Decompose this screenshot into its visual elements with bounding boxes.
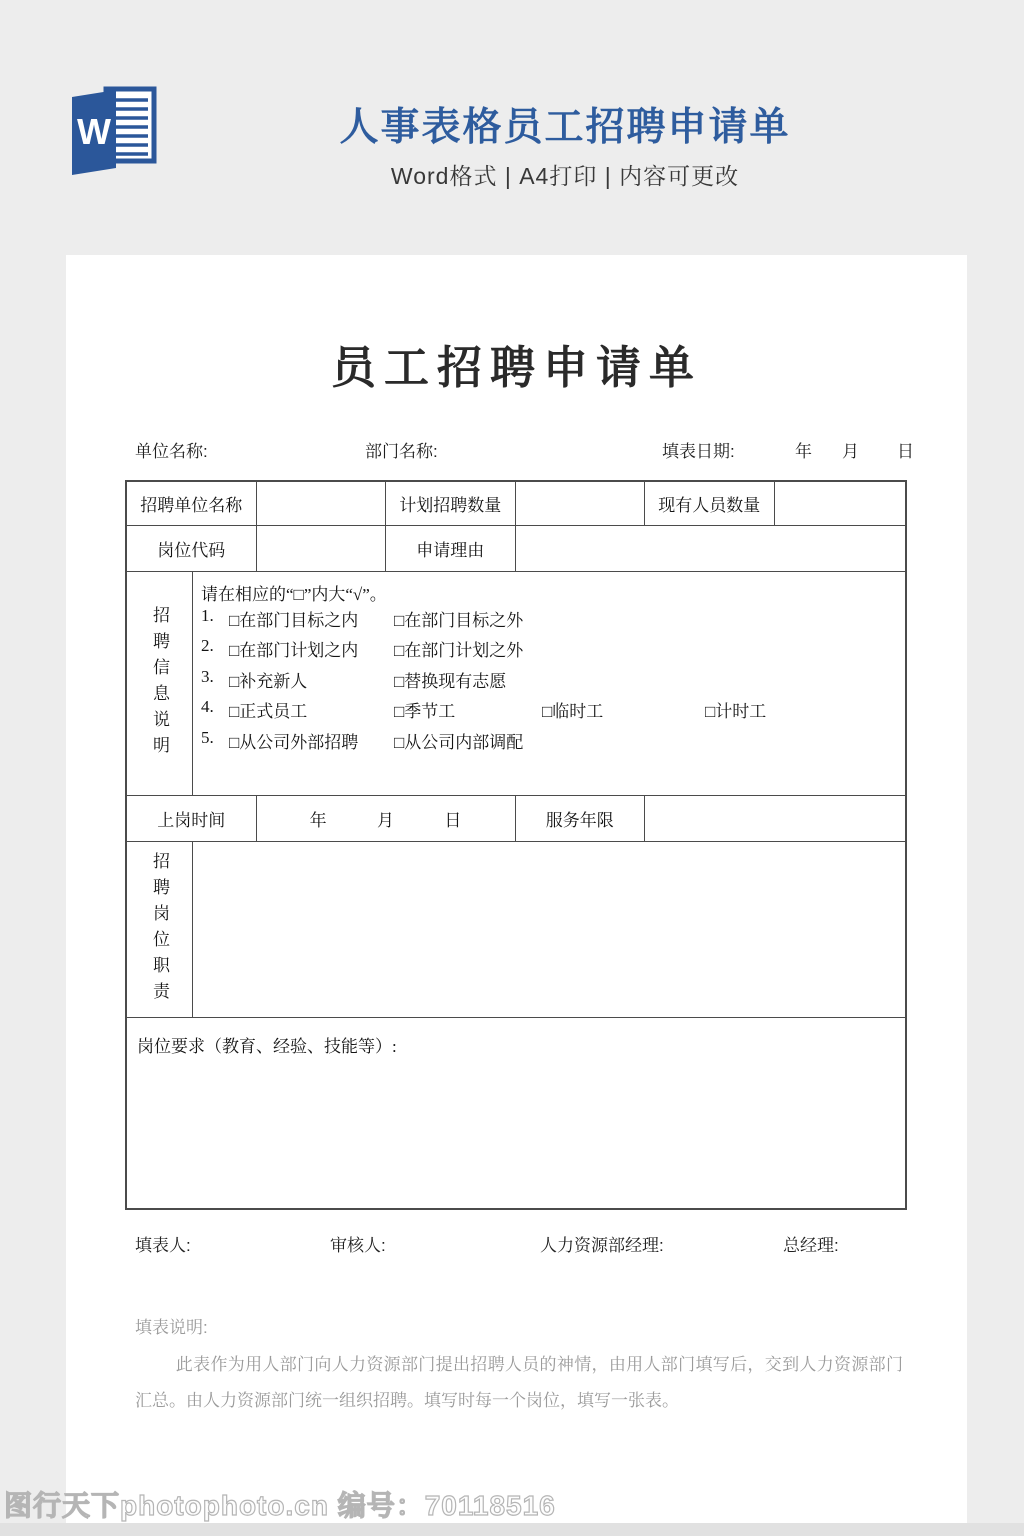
checkbox-option: □在部门计划之外 [394,641,524,660]
duty-side-label: 招聘岗位职责 [150,851,169,1008]
post-code-value-cell [257,526,387,571]
template-title: 人事表格员工招聘申请单 [339,106,791,149]
plan-count-label-cell: 计划招聘数量 [386,482,516,525]
recruit-info-content-cell [193,572,905,795]
current-count-label-cell: 现有人员数量 [645,482,775,525]
recruit-unit-value-cell [257,482,387,525]
onboard-date-cell [257,796,516,841]
filler-label: 填表人: [135,1236,191,1255]
word-icon-letter: W [77,111,111,152]
hr-manager-label: 人力资源部经理: [540,1236,664,1255]
checkbox-option: □补充新人 [229,672,308,691]
item-number: 1. [201,606,214,625]
onboard-year-label: 年 [309,811,327,830]
checkbox-option: □从公司外部招聘 [229,733,359,752]
checkbox-option: □在部门目标之外 [394,611,524,630]
application-table [125,480,907,1210]
form-title: 员工招聘申请单 [330,342,702,393]
unit-name-label: 单位名称: [135,442,208,461]
notes-body: 此表作为用人部门向人力资源部门提出招聘人员的神情，由用人部门填写后，交到人力资源部门汇总。由人力资源部门统一组织招聘。填写时每一个岗位，填写一张表。 [135,1355,903,1410]
checkbox-option: □从公司内部调配 [394,733,524,752]
month-label: 月 [842,442,859,461]
checkbox-option: □临时工 [542,702,604,721]
recruit-info-side-label-cell [127,572,193,795]
table-row-recruit-info [127,572,905,796]
recruit-unit-label-cell: 招聘单位名称 [127,482,257,525]
onboard-day-label: 日 [444,811,462,830]
item-number: 3. [201,667,214,686]
word-icon-graphic [64,84,160,176]
checkbox-instruction: 请在相应的“□”内大“√”。 [201,585,387,604]
site-watermark: 图行天下photophoto.cn 编号：70118516 [4,1490,556,1521]
checkbox-line-3 [193,667,905,693]
item-number: 4. [201,697,214,716]
checkbox-option: □计时工 [705,702,767,721]
year-label: 年 [795,442,812,461]
notes-title: 填表说明: [135,1318,208,1337]
checkbox-option: □替换现有志愿 [394,672,507,691]
table-row-duty [127,842,905,1018]
apply-reason-value-cell [516,526,906,571]
plan-count-value-cell [516,482,646,525]
gm-label: 总经理: [783,1236,839,1255]
current-count-value-cell [775,482,906,525]
service-years-value-cell [645,796,905,841]
item-number: 5. [201,728,214,747]
requirements-cell: 岗位要求（教育、经验、技能等）: [137,1037,397,1056]
checkbox-option: □在部门目标之内 [229,611,359,630]
checkbox-option: □在部门计划之内 [229,641,359,660]
table-row-counts [127,482,905,526]
apply-reason-label-cell: 申请理由 [386,526,516,571]
onboard-month-label: 月 [376,811,394,830]
word-file-icon [64,84,160,176]
template-subtitle: Word格式 | A4打印 | 内容可更改 [390,163,740,189]
checkbox-option: □正式员工 [229,702,308,721]
onboard-label-cell: 上岗时间 [127,796,257,841]
checkbox-line-4 [193,697,905,723]
table-row-code-reason [127,526,905,572]
footer-strip [0,1523,1024,1536]
post-code-label-cell: 岗位代码 [127,526,257,571]
dept-name-label: 部门名称: [365,442,438,461]
duty-content-cell [193,842,905,1017]
duty-side-label-cell [127,842,193,1017]
checkbox-option: □季节工 [394,702,456,721]
document-page [66,255,967,1528]
item-number: 2. [201,636,214,655]
checkbox-line-2 [193,636,905,662]
checkbox-line-5 [193,728,905,754]
table-row-onboard [127,796,905,842]
recruit-info-side-label: 招聘信息说明 [150,605,169,762]
fill-date-label: 填表日期: [662,442,735,461]
reviewer-label: 审核人: [330,1236,386,1255]
table-row-requirements [127,1018,905,1208]
checkbox-line-1 [193,606,905,632]
service-years-label-cell: 服务年限 [516,796,646,841]
day-label: 日 [897,442,914,461]
